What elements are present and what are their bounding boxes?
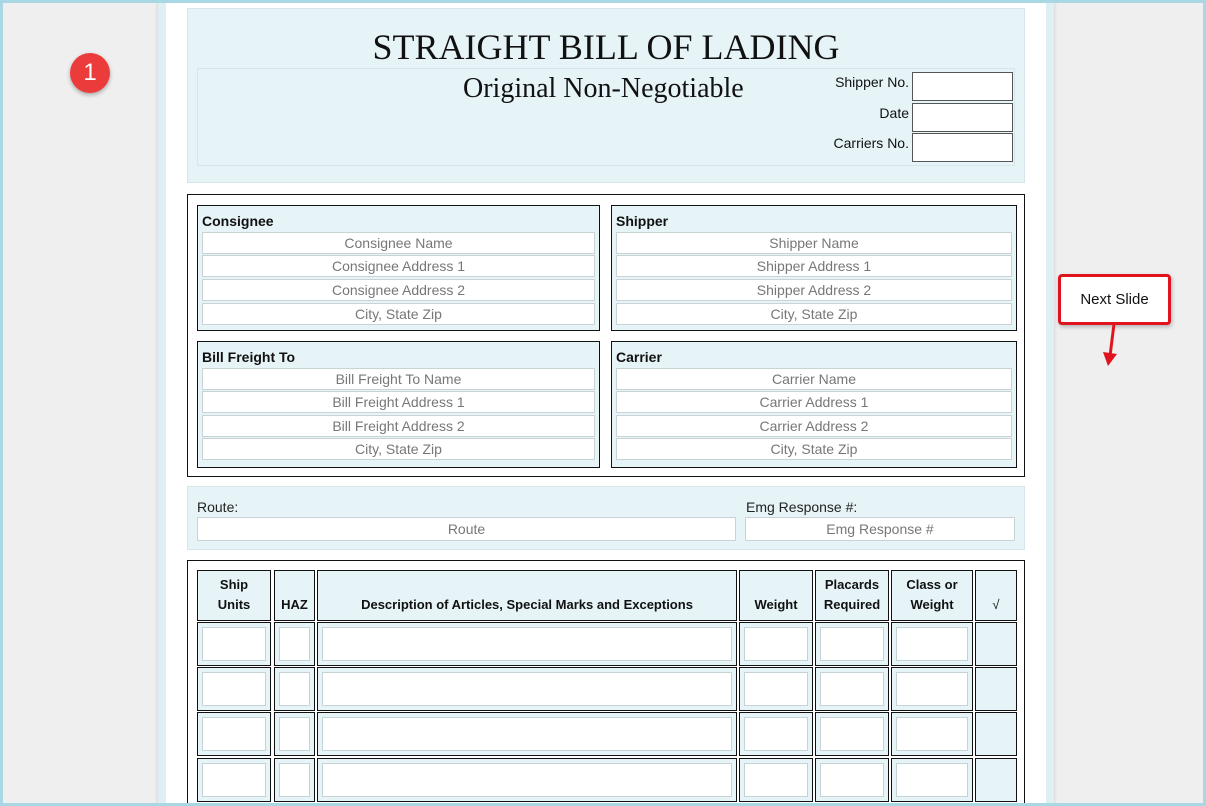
table-row-2-placards [815,667,889,711]
haz-input[interactable] [279,672,310,706]
class-input[interactable] [896,717,968,751]
date-label: Date [879,105,909,121]
carriers-no-input[interactable] [912,133,1013,162]
class-input[interactable] [896,627,968,661]
ship-units-input[interactable] [202,627,266,661]
consignee-title: Consignee [202,213,274,229]
description-input[interactable] [322,672,732,706]
ship-units-input[interactable] [202,717,266,751]
header-haz: HAZ [274,570,315,621]
header-panel [187,8,1025,183]
placards-input[interactable] [820,763,884,797]
table-row-4-haz [274,758,315,802]
table-row-2-check[interactable] [975,667,1017,711]
form-subtitle: Original Non-Negotiable [463,73,744,104]
step-badge: 1 [70,53,110,93]
table-row-2-weight [739,667,813,711]
header-description: Description of Articles, Special Marks and Exceptions [317,570,737,621]
consignee-city-field[interactable]: City, State Zip [202,303,595,325]
route-label: Route: [197,499,239,515]
placards-input[interactable] [820,672,884,706]
bill-freight-to-box [197,341,600,468]
table-row-4-description [317,758,737,802]
table-row-1-ship-units [197,622,271,666]
bill-freight-name-field[interactable]: Bill Freight To Name [202,368,595,390]
shipper-no-input[interactable] [912,72,1013,101]
weight-input[interactable] [744,717,808,751]
table-row-2-class [891,667,973,711]
header-class-or-weight: Class or Weight [891,570,973,621]
shipper-title: Shipper [616,213,669,229]
route-input[interactable]: Route [197,517,736,541]
header-placards-required: Placards Required [815,570,889,621]
form-sheet [166,0,1046,806]
carrier-city-field[interactable]: City, State Zip [616,438,1012,460]
table-row-4-weight [739,758,813,802]
table-row-2-description [317,667,737,711]
table-row-1-description [317,622,737,666]
table-row-3-weight [739,712,813,756]
weight-input[interactable] [744,627,808,661]
emg-response-label: Emg Response #: [746,499,858,515]
table-row-1-weight [739,622,813,666]
placards-input[interactable] [820,627,884,661]
articles-table [187,560,1025,806]
haz-input[interactable] [279,717,310,751]
haz-input[interactable] [279,763,310,797]
shipper-address2-field[interactable]: Shipper Address 2 [616,279,1012,301]
consignee-box [197,205,600,331]
carriers-no-label: Carriers No. [833,135,909,151]
table-row-2-haz [274,667,315,711]
table-row-4-ship-units [197,758,271,802]
weight-input[interactable] [744,672,808,706]
carrier-title: Carrier [616,349,662,365]
bill-freight-address1-field[interactable]: Bill Freight Address 1 [202,391,595,413]
route-panel [187,486,1025,550]
form-title: STRAIGHT BILL OF LADING [372,27,840,67]
consignee-name-field[interactable]: Consignee Name [202,232,595,254]
emg-response-input[interactable]: Emg Response # [745,517,1015,541]
table-row-4-check[interactable] [975,758,1017,802]
carrier-name-field[interactable]: Carrier Name [616,368,1012,390]
table-row-3-description [317,712,737,756]
table-row-4-class [891,758,973,802]
shipper-address1-field[interactable]: Shipper Address 1 [616,255,1012,277]
form-page [158,0,1054,806]
class-input[interactable] [896,763,968,797]
bill-freight-address2-field[interactable]: Bill Freight Address 2 [202,415,595,437]
shipper-box [611,205,1017,331]
table-row-3-class [891,712,973,756]
header-ship-units: Ship Units [197,570,271,621]
date-input[interactable] [912,103,1013,132]
bill-freight-city-field[interactable]: City, State Zip [202,438,595,460]
ship-units-input[interactable] [202,672,266,706]
description-input[interactable] [322,763,732,797]
table-row-1-placards [815,622,889,666]
table-row-2-ship-units [197,667,271,711]
consignee-address2-field[interactable]: Consignee Address 2 [202,279,595,301]
shipper-name-field[interactable]: Shipper Name [616,232,1012,254]
haz-input[interactable] [279,627,310,661]
class-input[interactable] [896,672,968,706]
bill-freight-to-title: Bill Freight To [202,349,296,365]
description-input[interactable] [322,717,732,751]
carrier-address2-field[interactable]: Carrier Address 2 [616,415,1012,437]
parties-section [187,194,1025,477]
carrier-address1-field[interactable]: Carrier Address 1 [616,391,1012,413]
header-subpanel [197,68,1015,166]
placards-input[interactable] [820,717,884,751]
ship-units-input[interactable] [202,763,266,797]
header-check: √ [975,570,1017,621]
table-row-1-haz [274,622,315,666]
weight-input[interactable] [744,763,808,797]
table-row-3-check[interactable] [975,712,1017,756]
header-weight: Weight [739,570,813,621]
next-slide-button[interactable]: Next Slide [1058,274,1171,325]
table-row-4-placards [815,758,889,802]
table-row-3-ship-units [197,712,271,756]
consignee-address1-field[interactable]: Consignee Address 1 [202,255,595,277]
arrow-down-icon [1100,322,1122,368]
table-row-1-check[interactable] [975,622,1017,666]
carrier-box [611,341,1017,468]
shipper-city-field[interactable]: City, State Zip [616,303,1012,325]
shipper-no-label: Shipper No. [835,74,909,90]
table-row-3-haz [274,712,315,756]
description-input[interactable] [322,627,732,661]
table-row-3-placards [815,712,889,756]
table-row-1-class [891,622,973,666]
